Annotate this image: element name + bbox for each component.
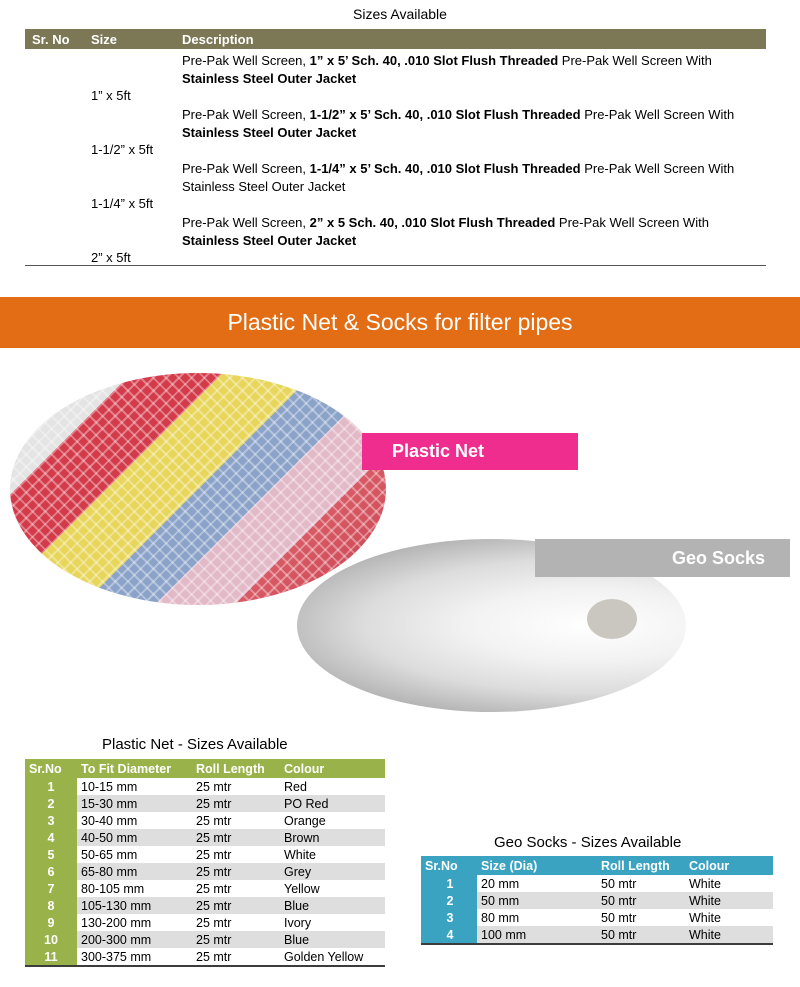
row-roll-length: 25 mtr xyxy=(192,948,280,966)
row-colour: White xyxy=(685,875,773,892)
table-header-row xyxy=(25,759,385,778)
row-colour: White xyxy=(685,892,773,909)
row-colour: Grey xyxy=(280,863,385,880)
geo-socks-label: Geo Socks xyxy=(535,539,790,577)
row-description: Pre-Pak Well Screen, 2” x 5 Sch. 40, .010 Slot Flush Threaded Pre-Pak Well Screen With Stainless Steel Outer Jacket xyxy=(182,215,709,248)
row-description: Pre-Pak Well Screen, 1” x 5’ Sch. 40, .010 Slot Flush Threaded Pre-Pak Well Screen With Stainless Steel Outer Jacket xyxy=(182,53,712,86)
row-diameter: 30-40 mm xyxy=(77,812,192,829)
row-sr: 11 xyxy=(25,948,77,966)
pre-pak-table-header xyxy=(25,29,766,49)
row-size: 1-1/4” x 5ft xyxy=(91,196,154,211)
row-colour: White xyxy=(685,926,773,944)
row-diameter: 65-80 mm xyxy=(77,863,192,880)
row-roll-length: 50 mtr xyxy=(597,892,685,909)
header-colour: Colour xyxy=(280,759,385,778)
row-roll-length: 25 mtr xyxy=(192,812,280,829)
table-row xyxy=(25,931,385,948)
plastic-net-label: Plastic Net xyxy=(362,433,578,470)
row-roll-length: 25 mtr xyxy=(192,863,280,880)
row-colour: Golden Yellow xyxy=(280,948,385,966)
geo-socks-table xyxy=(421,856,773,945)
row-sr: 6 xyxy=(25,863,77,880)
row-colour: Brown xyxy=(280,829,385,846)
row-sr: 4 xyxy=(25,829,77,846)
table-row xyxy=(25,211,766,265)
row-diameter: 10-15 mm xyxy=(77,778,192,795)
row-sr: 2 xyxy=(25,795,77,812)
table-row xyxy=(25,914,385,931)
table-row xyxy=(421,909,773,926)
table-row xyxy=(25,812,385,829)
row-roll-length: 25 mtr xyxy=(192,846,280,863)
table-row xyxy=(25,829,385,846)
table-header-row xyxy=(421,856,773,875)
row-sr: 9 xyxy=(25,914,77,931)
table-row xyxy=(25,880,385,897)
row-size: 2” x 5ft xyxy=(91,250,131,265)
header-sr-no: Sr. No xyxy=(32,32,70,47)
row-sr: 4 xyxy=(421,926,477,944)
row-sr: 3 xyxy=(421,909,477,926)
row-roll-length: 25 mtr xyxy=(192,914,280,931)
row-size: 1-1/2” x 5ft xyxy=(91,142,154,157)
row-diameter: 300-375 mm xyxy=(77,948,192,966)
row-diameter: 40-50 mm xyxy=(77,829,192,846)
row-sr: 2 xyxy=(421,892,477,909)
table-row xyxy=(25,948,385,966)
row-roll-length: 50 mtr xyxy=(597,926,685,944)
header-sr-no: Sr.No xyxy=(25,759,77,778)
row-diameter: 15-30 mm xyxy=(77,795,192,812)
header-sr-no: Sr.No xyxy=(421,856,477,875)
header-roll-length: Roll Length xyxy=(192,759,280,778)
row-diameter: 200-300 mm xyxy=(77,931,192,948)
geo-socks-table-title: Geo Socks - Sizes Available xyxy=(494,834,682,851)
header-diameter: To Fit Diameter xyxy=(77,759,192,778)
row-sr: 3 xyxy=(25,812,77,829)
table-row xyxy=(25,846,385,863)
row-colour: Orange xyxy=(280,812,385,829)
header-size: Size (Dia) xyxy=(477,856,597,875)
header-size: Size xyxy=(91,32,118,47)
row-diameter: 50-65 mm xyxy=(77,846,192,863)
row-diameter: 130-200 mm xyxy=(77,914,192,931)
row-sr: 5 xyxy=(25,846,77,863)
row-roll-length: 25 mtr xyxy=(192,778,280,795)
row-roll-length: 25 mtr xyxy=(192,897,280,914)
row-diameter: 80-105 mm xyxy=(77,880,192,897)
row-colour: Blue xyxy=(280,931,385,948)
row-colour: Blue xyxy=(280,897,385,914)
row-colour: PO Red xyxy=(280,795,385,812)
row-colour: White xyxy=(280,846,385,863)
row-size: 1” x 5ft xyxy=(91,88,131,103)
header-colour: Colour xyxy=(685,856,773,875)
table-row xyxy=(421,875,773,892)
row-sr: 7 xyxy=(25,880,77,897)
plastic-net-table xyxy=(25,759,385,967)
row-sr: 10 xyxy=(25,931,77,948)
table-row xyxy=(25,897,385,914)
section-banner: Plastic Net & Socks for filter pipes xyxy=(0,297,800,348)
pre-pak-table xyxy=(25,29,766,266)
pre-pak-table-title: Sizes Available xyxy=(353,6,447,22)
row-description: Pre-Pak Well Screen, 1-1/2” x 5’ Sch. 40, .010 Slot Flush Threaded Pre-Pak Well Screen With Stainless Steel Outer Jacket xyxy=(182,107,735,140)
row-size: 20 mm xyxy=(477,875,597,892)
row-diameter: 105-130 mm xyxy=(77,897,192,914)
row-colour: White xyxy=(685,909,773,926)
row-sr: 1 xyxy=(25,778,77,795)
row-colour: Ivory xyxy=(280,914,385,931)
row-colour: Yellow xyxy=(280,880,385,897)
table-row xyxy=(421,892,773,909)
row-size: 50 mm xyxy=(477,892,597,909)
row-roll-length: 25 mtr xyxy=(192,829,280,846)
row-roll-length: 50 mtr xyxy=(597,909,685,926)
row-roll-length: 25 mtr xyxy=(192,880,280,897)
row-roll-length: 25 mtr xyxy=(192,795,280,812)
row-description: Pre-Pak Well Screen, 1-1/4” x 5’ Sch. 40, .010 Slot Flush Threaded Pre-Pak Well Screen With Stainless Steel Outer Jacket xyxy=(182,161,735,194)
table-row xyxy=(25,778,385,795)
row-size: 80 mm xyxy=(477,909,597,926)
header-roll-length: Roll Length xyxy=(597,856,685,875)
row-size: 100 mm xyxy=(477,926,597,944)
row-roll-length: 25 mtr xyxy=(192,931,280,948)
table-row xyxy=(25,863,385,880)
table-row xyxy=(25,49,766,103)
table-row xyxy=(25,795,385,812)
plastic-net-photo xyxy=(10,373,386,605)
row-sr: 1 xyxy=(421,875,477,892)
row-roll-length: 50 mtr xyxy=(597,875,685,892)
row-sr: 8 xyxy=(25,897,77,914)
table-row xyxy=(421,926,773,944)
row-colour: Red xyxy=(280,778,385,795)
header-description: Description xyxy=(182,32,254,47)
table-row xyxy=(25,157,766,211)
table-row xyxy=(25,103,766,157)
plastic-net-table-title: Plastic Net - Sizes Available xyxy=(102,736,288,753)
